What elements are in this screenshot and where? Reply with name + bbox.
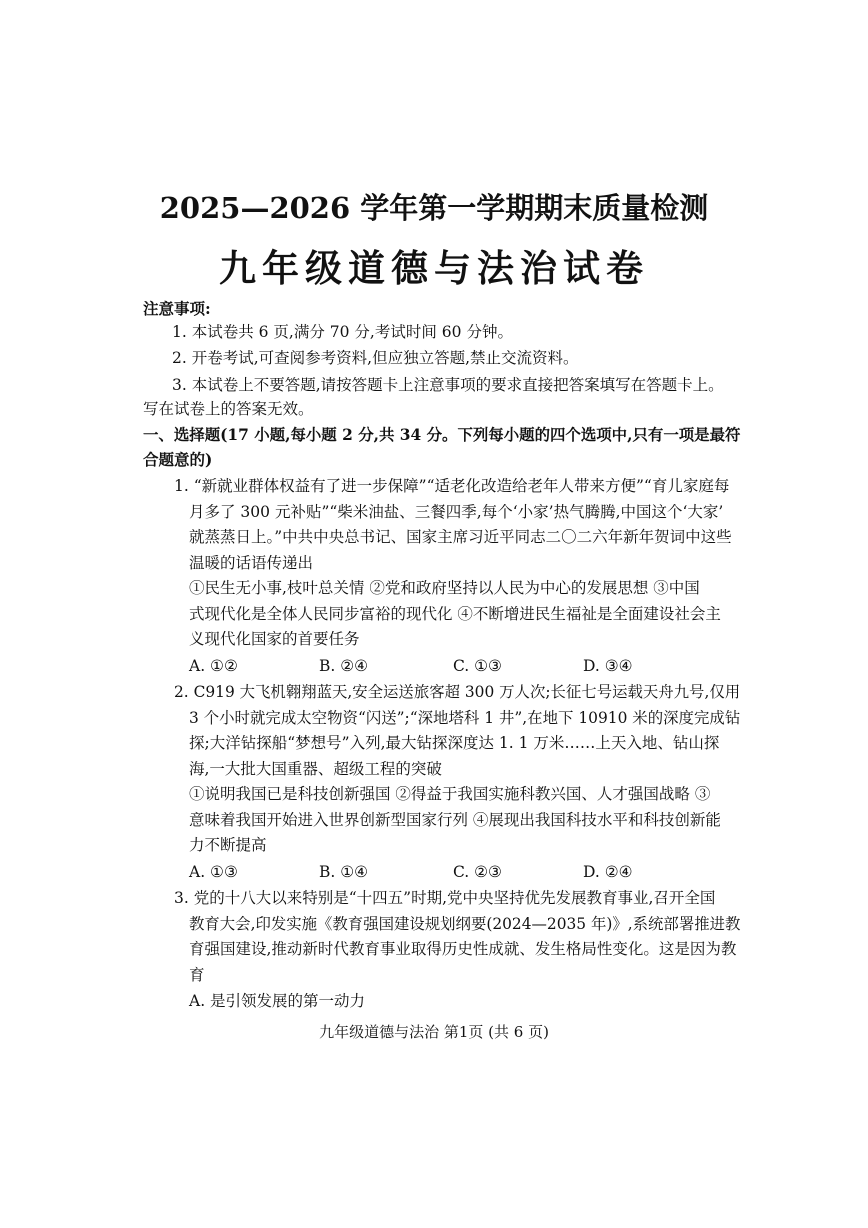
q1-option-d: D. ③④ <box>583 657 633 675</box>
q1-statements-line-1: ①民生无小事,枝叶总关情 ②党和政府坚持以人民为中心的发展思想 ③中国 <box>189 579 700 597</box>
q1-option-b: B. ②④ <box>319 657 369 675</box>
q2-option-b: B. ①④ <box>319 863 369 881</box>
q1-stem-line-2: 月多了 300 元补贴”“柴米油盐、三餐四季,每个‘小家’热气腾腾,中国这个‘大家’ <box>189 503 724 521</box>
notes-heading: 注意事项: <box>143 299 211 318</box>
q3-stem-line-4: 育 <box>189 966 205 984</box>
q2-stem-line-4: 海,一大批大国重器、超级工程的突破 <box>189 760 442 778</box>
note-item-2: 2. 开卷考试,可查阅参考资料,但应独立答题,禁止交流资料。 <box>172 349 579 367</box>
note-item-3-line-2: 写在试卷上的答案无效。 <box>143 400 314 418</box>
note-item-3-line-1: 3. 本试卷上不要答题,请按答题卡上注意事项的要求直接把答案填写在答题卡上。 <box>172 376 724 394</box>
q3-stem-line-2: 教育大会,印发实施《教育强国建设规划纲要(2024—2035 年)》,系统部署推进教 <box>189 915 741 933</box>
q1-statements-line-3: 义现代化国家的首要任务 <box>189 630 360 648</box>
q2-statements-line-1: ①说明我国已是科技创新强国 ②得益于我国实施科教兴国、人才强国战略 ③ <box>189 785 711 803</box>
q1-options <box>189 656 709 676</box>
q2-option-a: A. ①③ <box>189 863 238 881</box>
q2-statements-line-2: 意味着我国开始进入世界创新型国家行列 ④展现出我国科技水平和科技创新能 <box>189 811 721 829</box>
q3-stem-line-3: 育强国建设,推动新时代教育事业取得历史性成就、发生格局性变化。这是因为教 <box>189 940 737 958</box>
q2-option-c: C. ②③ <box>453 863 502 881</box>
exam-title: 2025—2026 学年第一学期期末质量检测 <box>159 191 709 225</box>
q1-statements-line-2: 式现代化是全体人民同步富裕的现代化 ④不断增进民生福祉是全面建设社会主 <box>189 605 721 623</box>
q2-statements-line-3: 力不断提高 <box>189 836 267 854</box>
note-item-1: 1. 本试卷共 6 页,满分 70 分,考试时间 60 分钟。 <box>172 323 513 341</box>
q1-stem-line-1: 1. “新就业群体权益有了进一步保障”“适老化改造给老年人带来方便”“育儿家庭每 <box>174 477 730 495</box>
section-heading-line-1: 一、选择题(17 小题,每小题 2 分,共 34 分。下列每小题的四个选项中,只有一项是最符 <box>143 425 741 444</box>
q1-option-c: C. ①③ <box>453 657 502 675</box>
q2-option-d: D. ②④ <box>583 863 633 881</box>
q1-stem-line-3: 就蒸蒸日上。”中共中央总书记、国家主席习近平同志二〇二六年新年贺词中这些 <box>189 528 732 546</box>
q3-stem-line-1: 3. 党的十八大以来特别是“十四五”时期,党中央坚持优先发展教育事业,召开全国 <box>174 889 716 907</box>
q2-stem-line-1: 2. C919 大飞机翱翔蓝天,安全运送旅客超 300 万人次;长征七号运载天舟九号,仅用 <box>174 683 741 701</box>
q2-stem-line-2: 3 个小时就完成太空物资“闪送”;“深地塔科 1 井”,在地下 10910 米的深度完成钻 <box>189 709 741 727</box>
q3-option-a: A. 是引领发展的第一动力 <box>189 992 366 1010</box>
page-footer: 九年级道德与法治 第1页 (共 6 页) <box>319 1023 549 1041</box>
q2-options <box>189 862 709 882</box>
q1-option-a: A. ①② <box>189 657 238 675</box>
section-heading-line-2: 合题意的) <box>143 450 213 469</box>
q2-stem-line-3: 探;大洋钻探船“梦想号”入列,最大钻探深度达 1. 1 万米……上天入地、钻山探 <box>189 734 720 752</box>
q1-stem-line-4: 温暖的话语传递出 <box>189 554 314 572</box>
exam-subject-title: 九年级道德与法治试卷 <box>219 246 649 290</box>
